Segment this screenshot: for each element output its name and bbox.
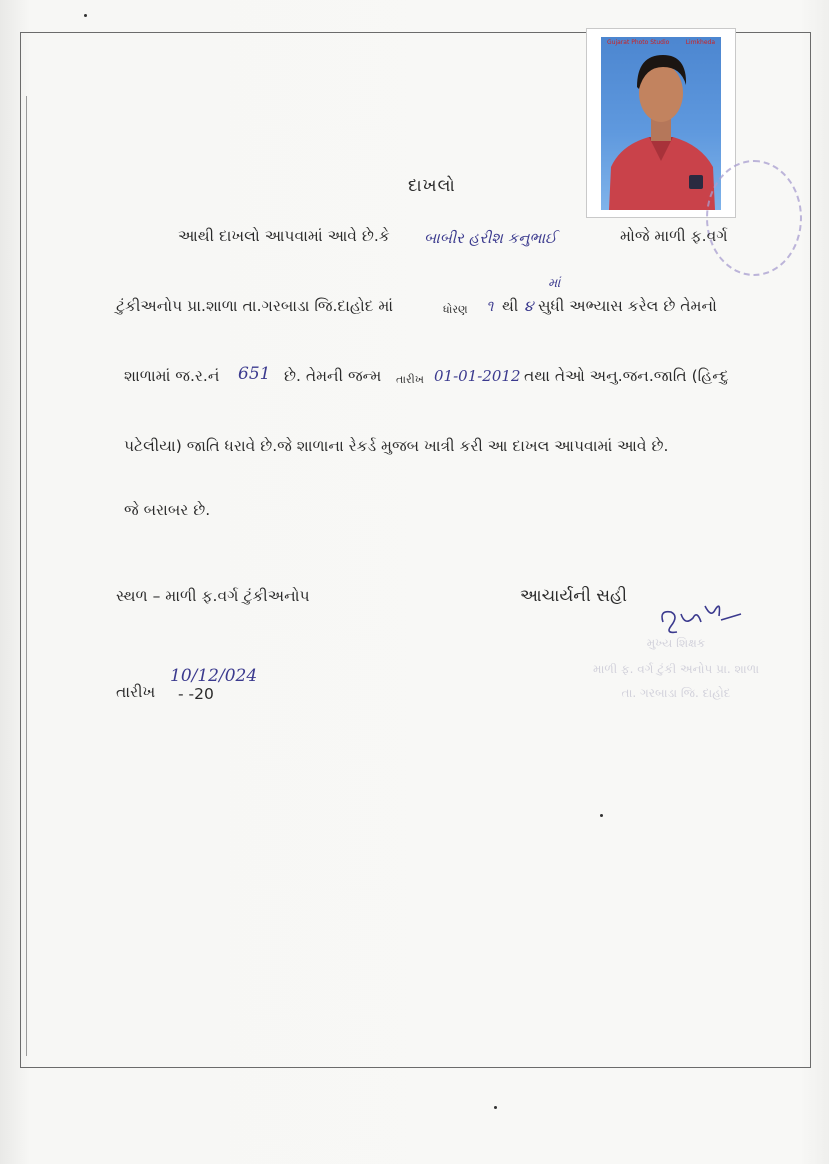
line3-printed-c: તથા તેઓ અનુ.જન.જાતિ (હિન્દુ	[524, 367, 729, 385]
photo-image	[601, 37, 721, 210]
standard-from-handwritten: ૧	[486, 297, 494, 315]
date-handwritten: 10/12/024	[170, 666, 258, 686]
date-printed-tail: - -20	[178, 685, 214, 703]
photo-caption-left: Gujarat Photo Studio	[607, 39, 670, 46]
line3-small-label: તારીખ	[396, 373, 424, 386]
paper-speck	[600, 814, 603, 817]
line4-text: પટેલીયા) જાતિ ધરાવે છે.જે શાળાના રેકર્ડ મુજબ ખાત્રી કરી આ દાખલ આપવામાં આવે છે.	[124, 437, 669, 455]
paper-speck	[494, 1106, 497, 1109]
stamp-line-2: માળી ફ. વર્ગ ટુંકી અનોપ પ્રા. શાળા	[592, 662, 760, 676]
line2-printed-a: ટુંકીઅનોપ પ્રા.શાળા તા.ગરબાડા જિ.દાહોદ માં	[116, 297, 394, 315]
certificate-title: દાખલો	[408, 176, 456, 196]
principal-signature-label: આચાર્યની સહી	[520, 586, 627, 606]
photo-caption-right: Limkheda	[685, 39, 715, 46]
student-name-handwritten: બાબીર હરીશ કનુભાઈ	[424, 229, 557, 247]
line5-text: જે બરાબર છે.	[124, 501, 211, 519]
line3-printed-a: શાળામાં જ.ર.નં	[124, 367, 220, 385]
line2-printed-b: થી	[502, 297, 519, 315]
standard-to-handwritten: ૪	[524, 297, 534, 315]
line2-printed-c: સુધી અભ્યાસ કરેલ છે તેમનો	[538, 297, 717, 315]
date-label: તારીખ	[116, 683, 156, 701]
stamp-line-3: તા. ગરબાડા જિ. દાહોદ	[621, 686, 731, 700]
round-stamp	[706, 160, 802, 276]
birth-date-handwritten: 01-01-2012	[434, 367, 521, 385]
school-stamp	[566, 630, 786, 714]
portrait-figure	[601, 37, 721, 210]
register-number-handwritten: 651	[238, 364, 271, 384]
line3-printed-b: છે. તેમની જન્મ	[284, 367, 382, 385]
line1-printed-a: આથી દાખલો આપવામાં આવે છે.કે	[178, 227, 390, 245]
page-margin-line	[26, 96, 27, 1056]
place-text: સ્થળ – માળી ફ.વર્ગ ટુંકીઅનોપ	[116, 587, 310, 605]
paper-speck	[84, 14, 87, 17]
line2-small-label: ધોરણ	[443, 303, 468, 316]
stamp-line-1: મુખ્ય શિક્ષક	[646, 636, 706, 650]
line1-printed-b: મોજે માળી ફ.વર્ગ	[620, 227, 728, 245]
superscript-handwritten: માં	[548, 276, 561, 291]
